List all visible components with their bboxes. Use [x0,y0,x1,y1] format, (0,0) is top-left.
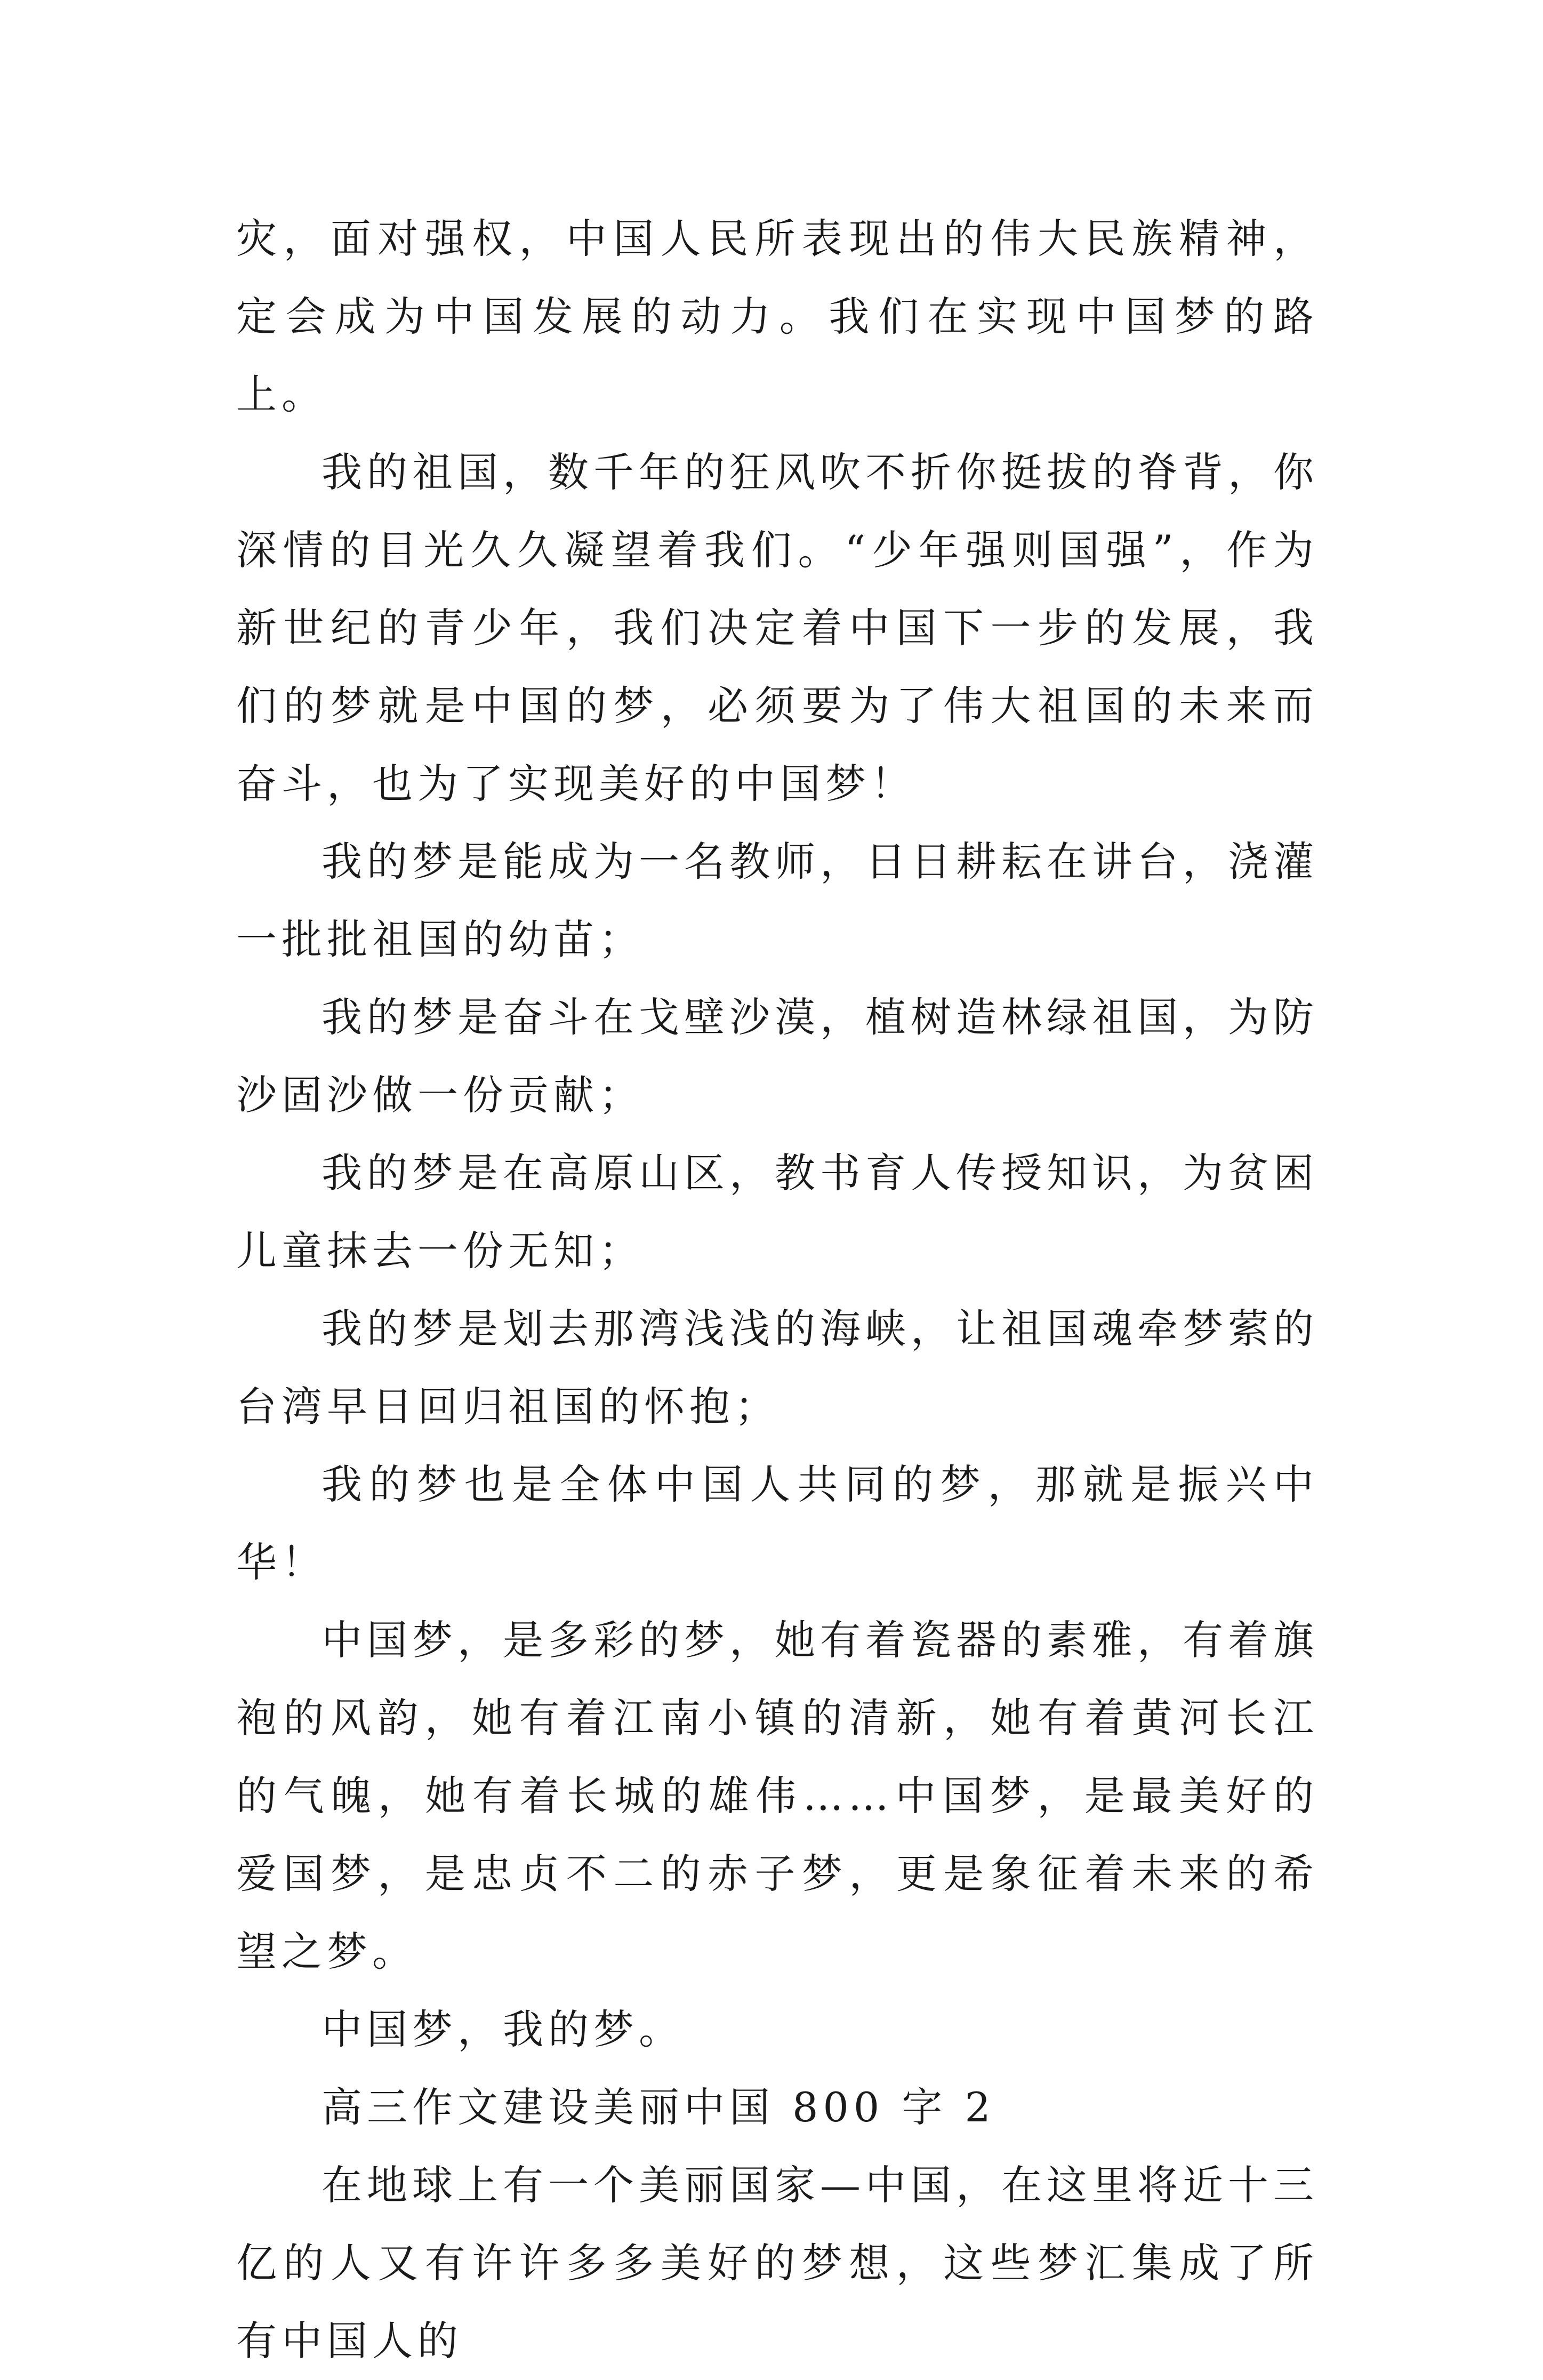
paragraph-china-dream-colorful: 中国梦，是多彩的梦，她有着瓷器的素雅，有着旗袍的风韵，她有着江南小镇的清新，她有着黄河长江的气魄，她有着长城的雄伟……中国梦，是最美好的爱国梦，是忠贞不二的赤子梦，更是象征着未来的希望之梦。 [236,1616,1319,1975]
paragraph-dream-desert: 我的梦是奋斗在戈壁沙漠，植树造林绿祖国，为防沙固沙做一份贡献； [236,993,1319,1119]
paragraph-dream-teacher: 我的梦是能成为一名教师，日日耕耘在讲台，浇灌一批批祖国的幼苗； [236,838,1319,963]
paragraph-motherland: 我的祖国，数千年的狂风吹不折你挺拔的脊背，你深情的目光久久凝望着我们。“少年强则国强”，作为新世纪的青少年，我们决定着中国下一步的发展，我们的梦就是中国的梦，必须要为了伟大祖国的未来而奋斗，也为了实现美好的中国梦！ [236,448,1319,807]
section-heading: 高三作文建设美丽中国 800 字 2 [322,2083,995,2131]
paragraph-continued: 灾，面对强权，中国人民所表现出的伟大民族精神，定会成为中国发展的动力。我们在实现中国梦的路上。 [236,215,1319,418]
paragraph-beautiful-country: 在地球上有一个美丽国家—中国，在这里将近十三亿的人又有许许多多美好的梦想，这些梦汇集成了所有中国人的 [236,2161,1319,2365]
paragraph-dream-plateau: 我的梦是在高原山区，教书育人传授知识，为贫困儿童抹去一份无知； [236,1149,1319,1275]
paragraph-china-dream-mine: 中国梦，我的梦。 [322,2006,684,2053]
document-body [236,200,1319,2380]
paragraph-dream-rejuvenation: 我的梦也是全体中国人共同的梦，那就是振兴中华！ [236,1461,1319,1586]
paragraph-dream-strait: 我的梦是划去那湾浅浅的海峡，让祖国魂牵梦萦的台湾早日回归祖国的怀抱； [236,1305,1319,1430]
